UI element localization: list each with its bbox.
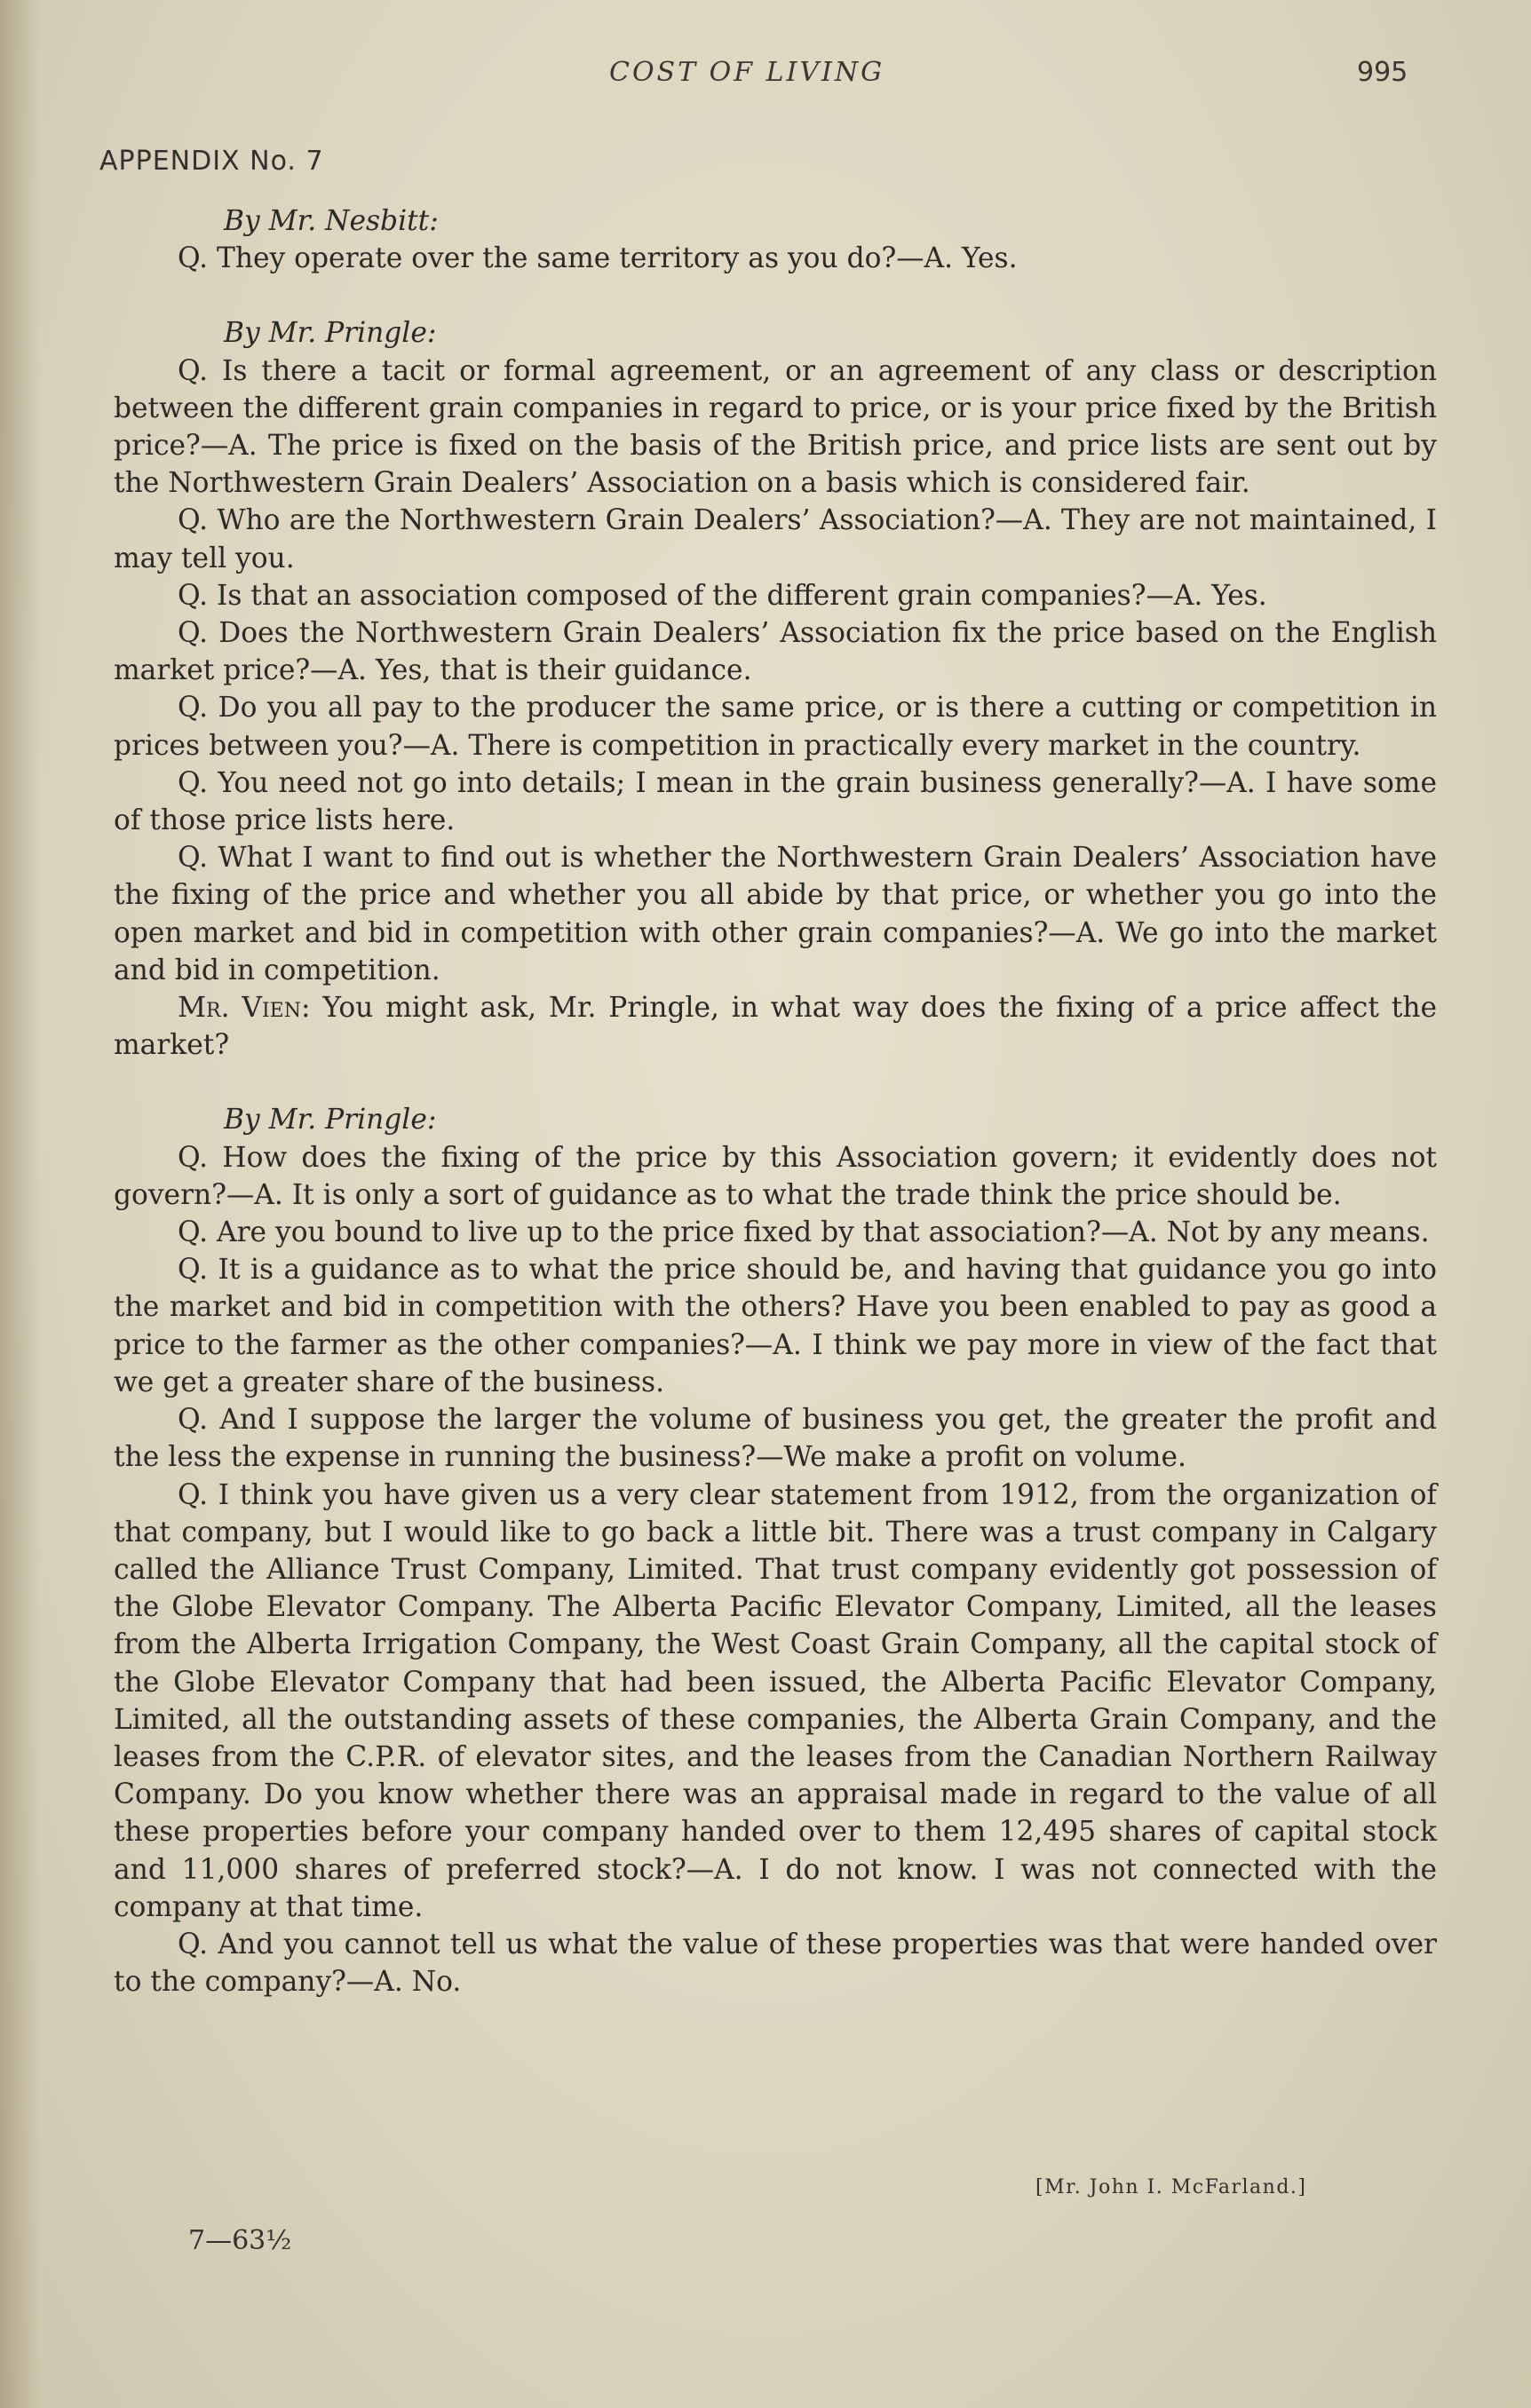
paragraph: Q. I think you have given us a very clear statement from 1912, from the organization of that company, but I would like to go back a little bit. There was a trust company in Calgary called the Alliance Trust Company, Limited. That trust company evidently got possession of the Globe Elevator Company. The Alberta Pacific Elevator Company, Limited, all the leases from the Alberta Irrigation Company, the West Coast Grain Company, all the capital stock of the Globe Elevator Company that had been issued, the Alberta Pacific Elevator Company, Limited, all the outstanding assets of these companies, the Alberta Grain Company, and the leases from the C.P.R. of elevator sites, and the leases from the Canadian Northern Railway Company. Do you know whether there was an appraisal made in regard to the value of all these properties before your company handed over to them 12,495 shares of capital stock and 11,000 shares of preferred stock?—A. I do not know. I was not connected with the company at that time.	[114, 1478, 1437, 1923]
paragraph: Q. How does the fixing of the price by this Association govern; it evidently does not govern?—A. It is only a sort of guidance as to what the trade think the price should be.	[114, 1141, 1437, 1211]
speaker-name: Mr. Vien:	[178, 992, 311, 1025]
signature-mark: 7—63½	[188, 2225, 292, 2256]
paragraph-text: You might ask, Mr. Pringle, in what way does the fixing of a price affect the market?	[114, 992, 1437, 1062]
paragraph: Q. Do you all pay to the producer the same price, or is there a cutting or competition in prices between you?—A. There is competition in practically every market in the country.	[114, 692, 1437, 762]
paragraph: Q. You need not go into details; I mean in the grain business generally?—A. I have some of those price lists here.	[114, 766, 1437, 837]
paragraph: Q. And you cannot tell us what the value of these properties was that were handed over to the company?—A. No.	[114, 1928, 1437, 1999]
paragraph: Q. Who are the Northwestern Grain Dealers’ Association?—A. They are not maintained, I may tell you.	[114, 504, 1437, 574]
speaker-heading: By Mr. Pringle:	[224, 317, 437, 350]
paragraph: Q. Is that an association composed of the different grain companies?—A. Yes.	[178, 579, 1267, 612]
paragraph: Q. Are you bound to live up to the price fixed by that association?—A. Not by any means.	[178, 1216, 1430, 1249]
paragraph: Q. And I suppose the larger the volume of business you get, the greater the profit and the less the expense in running the business?—We make a profit on volume.	[114, 1404, 1437, 1474]
page-number: 995	[1357, 57, 1408, 88]
paragraph: Q. Is there a tacit or formal agreement, or an agreement of any class or description between the different grain companies in regard to price, or is your price fixed by the British price?—A. The price is fixed on the basis of the British price, and price lists are sent out by the Northwestern Grain Dealers’ Association on a basis which is considered fair.	[114, 354, 1437, 500]
witness-attribution: [Mr. John I. McFarland.]	[1035, 2176, 1307, 2198]
speaker-heading: By Mr. Nesbitt:	[224, 205, 439, 237]
body-text	[114, 202, 1437, 2000]
paragraph	[114, 989, 1437, 1064]
paragraph: Q. They operate over the same territory as you do?—A. Yes.	[178, 242, 1018, 275]
paragraph: Q. Does the Northwestern Grain Dealers’ Association fix the price based on the English market price?—A. Yes, that is their guidance.	[114, 617, 1437, 687]
binding-shadow	[0, 0, 41, 2408]
appendix-label: APPENDIX No. 7	[99, 146, 324, 177]
paragraph: Q. It is a guidance as to what the price should be, and having that guidance you go into the market and bid in competition with the others? Have you been enabled to pay as good a price to the farmer as the other companies?—A. I think we pay more in view of the fact that we get a greater share of the business.	[114, 1254, 1437, 1398]
speaker-heading: By Mr. Pringle:	[224, 1104, 437, 1137]
paragraph: Q. What I want to find out is whether the Northwestern Grain Dealers’ Association have the fixing of the price and whether you all abide by that price, or whether you go into the open market and bid in competition with other grain companies?—A. We go into the market and bid in competition.	[114, 842, 1437, 986]
running-title: COST OF LIVING	[609, 57, 885, 88]
